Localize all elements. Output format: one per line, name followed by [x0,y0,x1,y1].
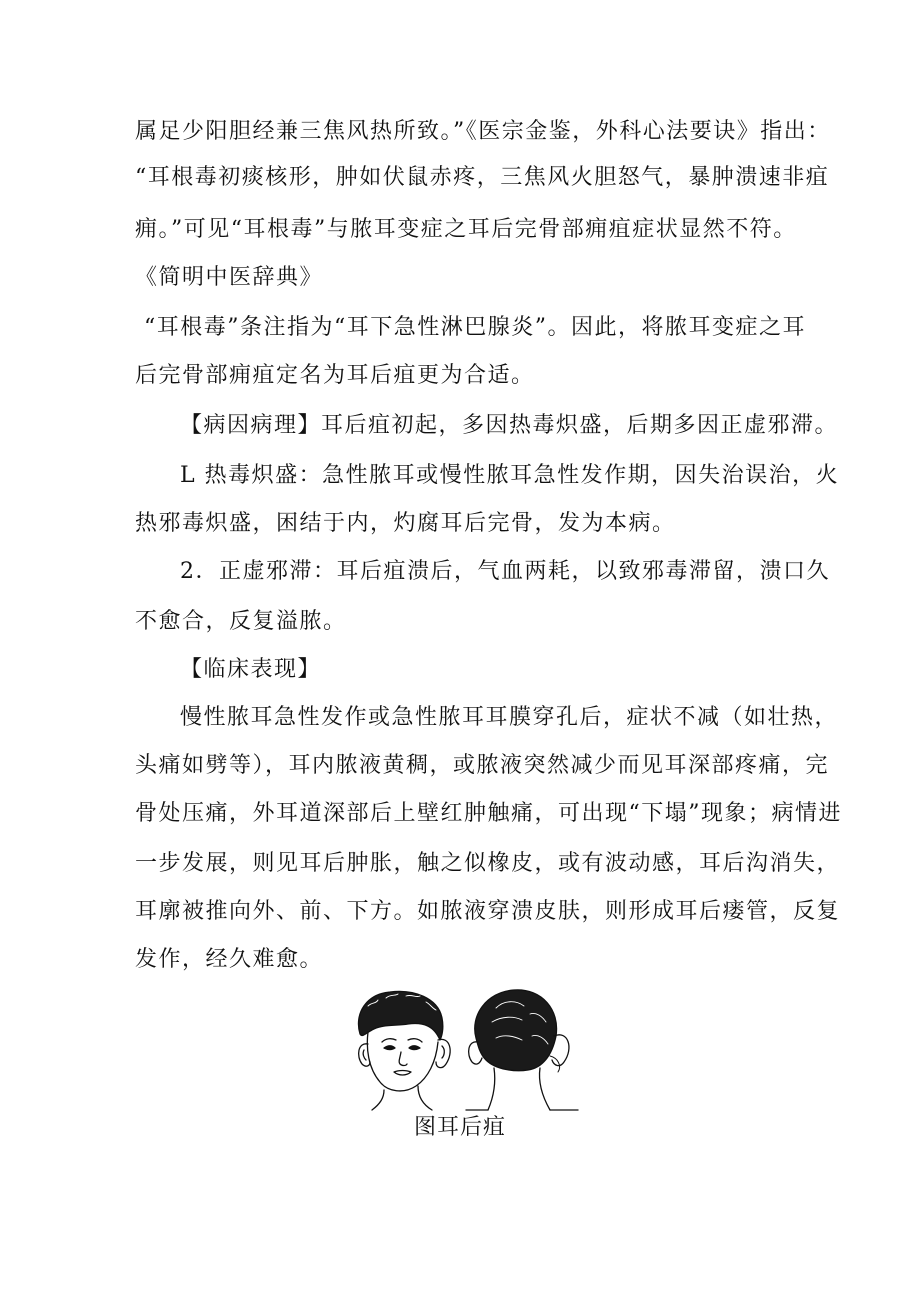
text-line: L 热毒炽盛：急性脓耳或慢性脓耳急性发作期，因失治误治，火 [180,463,840,488]
figure-illustration [346,986,582,1112]
text-line: “耳根毒”条注指为“耳下急性淋巴腺炎”。因此，将脓耳变症之耳 [144,315,806,340]
text-line: 一步发展，则见耳后肿胀，触之似橡皮，或有波动感，耳后沟消失， [135,851,841,876]
text-line: 《简明中医辞典》 [135,265,324,290]
section-heading-etiology: 【病因病理】耳后疽初起，多因热毒炽盛，后期多因正虚邪滞。 [180,413,839,438]
text-line: 发作，经久难愈。 [135,947,324,972]
text-line: 2．正虚邪滞：耳后疽溃后，气血两耗，以致邪毒滞留，溃口久 [180,559,830,584]
child-face-front-drawing [358,991,450,1110]
text-line: 慢性脓耳急性发作或急性脓耳耳膜穿孔后，症状不减（如壮热， [180,705,839,730]
figure-caption: 图耳后疽 [413,1115,506,1140]
text-line: 痈。”可见“耳根毒”与脓耳变症之耳后完骨部痈疽症状显然不符。 [135,217,797,242]
text-line: 不愈合，反复溢脓。 [135,609,347,634]
text-line: 属足少阳胆经兼三焦风热所致。”《医宗金鉴，外科心法要诀》指出： [135,119,831,144]
child-head-back-drawing [466,990,578,1110]
text-line: “耳根毒初痰核形，肿如伏鼠赤疼，三焦风火胆怒气，暴肿溃速非疽 [135,165,830,190]
text-line: 后完骨部痈疽定名为耳后疽更为合适。 [135,363,535,388]
text-line: 头痛如劈等），耳内脓液黄稠，或脓液突然减少而见耳深部疼痛，完 [135,753,830,778]
section-heading-clinical: 【临床表现】 [180,657,322,682]
text-line: 骨处压痛，外耳道深部后上壁红肿触痛，可出现“下塌”现象；病情进 [135,801,842,826]
text-line: 热邪毒炽盛，困结于内，灼腐耳后完骨，发为本病。 [135,511,676,536]
text-line: 耳廓被推向外、前、下方。如脓液穿溃皮肤，则形成耳后瘘管，反复 [135,899,841,924]
